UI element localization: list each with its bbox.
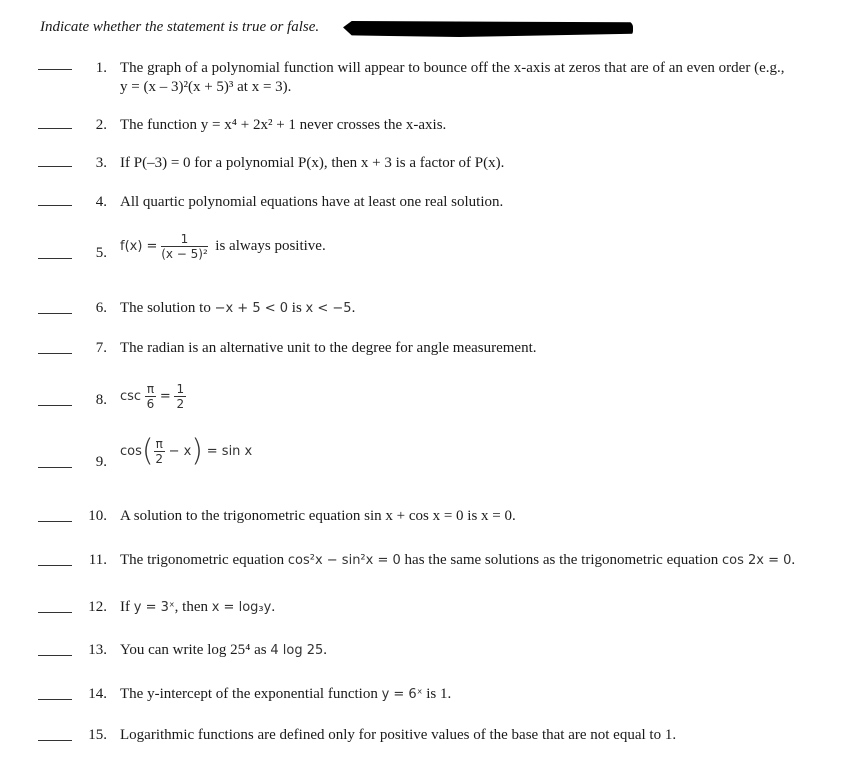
question-text: The graph of a polynomial function will appear to bounce off the x-axis at zeros that are of an even order (e.g., [120,60,785,76]
punctuation: . [323,642,328,658]
fraction [174,382,186,411]
equation: cos²x − sin²x = 0 [287,553,401,568]
question-number: 14. [88,686,107,702]
solution: x < −5 [305,301,352,316]
expression: 4 log 25 [270,643,324,658]
question-text: You can write log 25⁴ as [120,642,267,658]
function-label: f(x) = [120,238,158,254]
equation: y = 3ˣ [133,600,175,615]
question-text: , then [174,599,208,615]
question-number: 15. [88,727,107,743]
fraction [161,232,208,261]
question-text: The trigonometric equation [120,552,285,568]
fraction-denominator: (x − 5)² [161,247,208,261]
question-number: 2. [95,117,107,133]
right-paren: ) [191,433,204,469]
question-number: 10. [88,508,107,524]
question-text-continued: y = (x – 3)²(x + 5)³ at x = 3). [120,79,292,95]
question-text: The y-intercept of the exponential function [120,686,378,702]
question-text: If [120,599,130,615]
equals-sign: = [159,388,171,404]
minus-x: − x [168,443,192,459]
fraction-numerator: π [155,437,163,451]
cos-function: cos [120,443,142,459]
fraction-numerator: π [146,382,155,396]
fraction-numerator: 1 [176,382,185,396]
question-text: The function y = x⁴ + 2x² + 1 never crosses the x-axis. [120,117,447,133]
question-number: 13. [88,642,107,658]
question-text: is always positive. [215,237,326,254]
fraction [145,382,156,411]
fraction-denominator: 2 [176,397,185,411]
punctuation: . [351,300,356,316]
equation: cos 2x = 0 [721,553,792,568]
question-number: 3. [95,155,107,171]
equation-rhs: = sin x [206,443,253,459]
question-number: 6. [95,300,107,316]
fraction [154,437,165,466]
question-number: 5. [95,245,107,261]
question-number: 9. [95,454,107,470]
question-number: 12. [88,599,107,615]
left-paren: ( [141,433,154,469]
fraction-denominator: 2 [155,452,164,466]
question-text: has the same solutions as the trigonometric equation [404,552,719,568]
instructions: Indicate whether the statement is true or false. [40,19,320,35]
equation: y = 6ˣ [381,687,423,702]
question-text: is 1. [426,686,452,702]
question-number: 11. [88,552,107,568]
question-number: 8. [95,392,107,408]
question-number: 7. [95,340,107,356]
question-text: A solution to the trigonometric equation sin x + cos x = 0 is x = 0. [120,508,516,524]
question-number: 4. [95,194,107,210]
punctuation: . [271,599,276,615]
question-number: 1. [95,60,107,76]
question-text: The radian is an alternative unit to the degree for angle measurement. [120,340,537,356]
question-text: If P(–3) = 0 for a polynomial P(x), then x + 3 is a factor of P(x). [120,155,505,171]
redaction-mark [343,21,633,37]
question-text: All quartic polynomial equations have at least one real solution. [120,194,504,210]
fraction-numerator: 1 [161,232,208,247]
inequality: −x + 5 < 0 [214,301,289,316]
question-text: is [291,300,302,316]
csc-function: csc [120,388,142,404]
question-text: Logarithmic functions are defined only for positive values of the base that are not equal to 1. [120,727,677,743]
question-text: The solution to [120,300,211,316]
equation: x = log₃y [211,600,272,615]
fraction-denominator: 6 [146,397,155,411]
punctuation: . [791,552,796,568]
